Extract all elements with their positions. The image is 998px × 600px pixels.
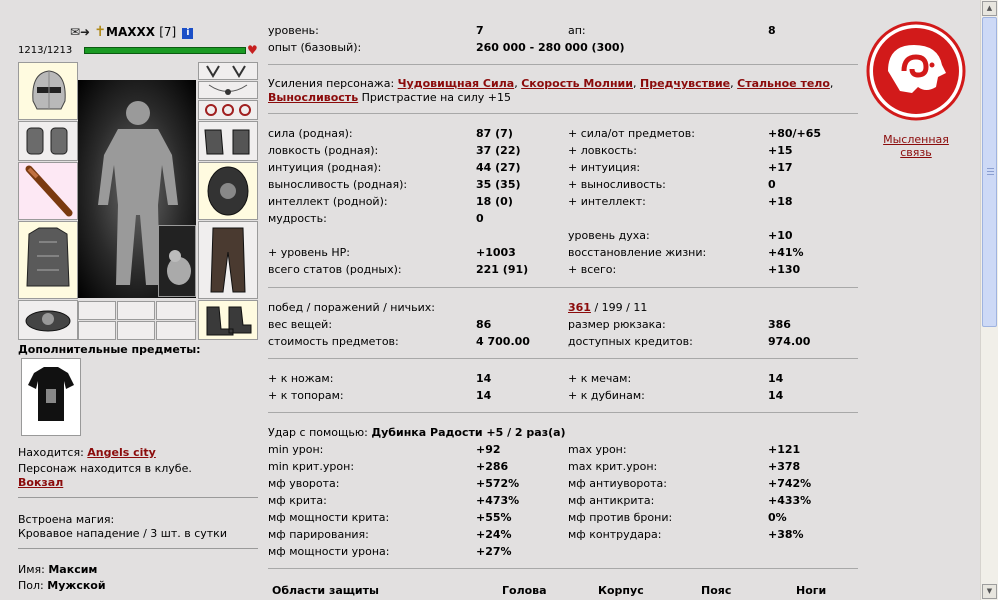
weight-row (268, 318, 863, 335)
stat-row (268, 195, 863, 212)
divider (268, 287, 858, 288)
stat-label: + всего: (568, 263, 617, 276)
stat-value: +572% (476, 477, 520, 490)
skill-row (268, 372, 863, 389)
stat-label: max крит.урон: (568, 460, 658, 473)
cost-value: 4 700.00 (476, 335, 530, 348)
armor-slot[interactable] (18, 221, 78, 299)
stat-label: + выносливость: (568, 178, 666, 191)
weapon-row (268, 426, 863, 443)
stat-value: +433% (768, 494, 812, 507)
shield-slot[interactable] (198, 162, 258, 220)
backpack-value: 386 (768, 318, 791, 331)
small-slot[interactable] (78, 321, 116, 340)
buff-link[interactable]: Выносливость (268, 91, 359, 104)
stat-label: мудрость: (268, 212, 327, 225)
bracers-icon (19, 122, 77, 160)
nick-level: [7] (159, 25, 177, 39)
divider (268, 358, 858, 359)
protection-title: Области защиты (272, 584, 379, 597)
location-label: Находится: (18, 446, 84, 459)
stat-label: мф контрудара: (568, 528, 662, 541)
losses-draws: / 199 / 11 (590, 301, 648, 314)
stat-label: выносливость (родная): (268, 178, 408, 191)
skill-row (268, 389, 863, 406)
stat-value: 87 (7) (476, 127, 513, 140)
stat-label: + сила/от предметов: (568, 127, 695, 140)
skill-value: 14 (476, 372, 492, 385)
stat-label: мф мощности урона: (268, 545, 390, 558)
stat-row (268, 127, 863, 144)
credits-value: 974.00 (768, 335, 811, 348)
vertical-scrollbar[interactable] (980, 0, 998, 600)
stat-value: 18 (0) (476, 195, 513, 208)
wins-row (268, 301, 863, 318)
magic-block (18, 513, 227, 541)
skill-label: + к дубинам: (568, 389, 645, 402)
buff-link[interactable]: Предчувствие (639, 77, 731, 90)
wins-value (568, 301, 647, 314)
weapon-label: Удар с помощью: (268, 426, 368, 439)
bracers-slot[interactable] (18, 121, 78, 161)
stat-row (268, 263, 863, 280)
belt-slot[interactable] (18, 300, 78, 340)
heart-icon: ♥ (247, 43, 258, 57)
stat-row (268, 161, 863, 178)
small-slot[interactable] (78, 301, 116, 320)
pants-icon (199, 222, 257, 298)
stat-label: всего статов (родных): (268, 263, 402, 276)
stat-value: +41% (768, 246, 804, 259)
protection-body: Корпус (598, 584, 644, 597)
stat-label: мф мощности крита: (268, 511, 390, 524)
extra-items-label: Дополнительные предметы: (18, 343, 201, 356)
stat-value: +55% (476, 511, 512, 524)
stat-label: интеллект (родной): (268, 195, 388, 208)
weight-label: вес вещей: (268, 318, 333, 331)
mental-link[interactable]: Мысленная связь (883, 133, 949, 159)
skill-label: + к топорам: (268, 389, 344, 402)
hp-text: 1213/1213 (18, 45, 73, 56)
weight-value: 86 (476, 318, 492, 331)
stat-label: min урон: (268, 443, 324, 456)
cost-label: стоимость предметов: (268, 335, 399, 348)
stat-value: 0 (768, 178, 776, 191)
stat-label: мф антикрита: (568, 494, 655, 507)
stat-value: +473% (476, 494, 520, 507)
stat-row (268, 528, 863, 545)
stat-value: +38% (768, 528, 804, 541)
name-value: Максим (48, 563, 98, 576)
stat-row (268, 246, 863, 263)
weapon-line (268, 426, 566, 439)
armor-icon (19, 222, 77, 298)
stat-value: +10 (768, 229, 793, 242)
stat-label: мф против брони: (568, 511, 673, 524)
pet-slot[interactable] (158, 225, 196, 297)
scroll-thumb[interactable] (982, 17, 997, 327)
stat-label: сила (родная): (268, 127, 353, 140)
stat-value: +15 (768, 144, 793, 157)
protection-head: Голова (502, 584, 547, 597)
weapon-slot[interactable] (18, 162, 78, 220)
stat-label: + уровень HP: (268, 246, 350, 259)
scroll-down-icon[interactable]: ▼ (982, 584, 997, 599)
small-slot[interactable] (117, 301, 155, 320)
boots-slot[interactable] (198, 300, 258, 340)
protection-belt: Пояс (701, 584, 732, 597)
small-slot[interactable] (156, 301, 196, 320)
stat-row (268, 460, 863, 477)
stat-value: +378 (768, 460, 801, 473)
skill-value: 14 (476, 389, 492, 402)
stat-value: +1003 (476, 246, 516, 259)
magic-label: Встроена магия: (18, 513, 115, 526)
stat-row (268, 212, 863, 229)
small-slot[interactable] (156, 321, 196, 340)
tshirt-icon (22, 359, 80, 435)
ap-value: 8 (768, 24, 776, 37)
club-place-link[interactable]: Вокзал (18, 476, 64, 489)
stat-value: 35 (35) (476, 178, 521, 191)
club-icon (19, 163, 77, 219)
exp-value: 260 000 - 280 000 (300) (476, 41, 625, 54)
skill-value: 14 (768, 389, 784, 402)
pants-slot[interactable] (198, 221, 258, 299)
gloves-slot[interactable] (198, 121, 258, 161)
helmet-icon (19, 63, 77, 119)
stat-value: +24% (476, 528, 512, 541)
stat-row (268, 494, 863, 511)
stat-value: 44 (27) (476, 161, 521, 174)
stat-label: max урон: (568, 443, 627, 456)
skill-value: 14 (768, 372, 784, 385)
stat-label: ловкость (родная): (268, 144, 379, 157)
helmet-slot[interactable] (18, 62, 78, 120)
earrings-icon (199, 63, 257, 79)
cross-icon: ✝ (94, 24, 107, 40)
stat-label: мф уворота: (268, 477, 340, 490)
exp-label: опыт (базовый): (268, 41, 362, 54)
gloves-icon (199, 122, 257, 160)
club-text: Персонаж находится в клубе. (18, 462, 192, 475)
stat-row (268, 443, 863, 460)
stat-value: +92 (476, 443, 501, 456)
buff-link[interactable]: Стальное тело (737, 77, 830, 90)
protection-legs: Ноги (796, 584, 827, 597)
stat-value: 0 (476, 212, 484, 225)
stat-value: +121 (768, 443, 801, 456)
buffs-label: Усиления персонажа: (268, 77, 395, 90)
stat-value: +130 (768, 263, 801, 276)
stat-label: мф крита: (268, 494, 327, 507)
stat-row (268, 511, 863, 528)
credits-label: доступных кредитов: (568, 335, 693, 348)
addiction-text: Пристрастие на силу +15 (361, 91, 511, 104)
stat-row (268, 144, 863, 161)
gender-label: Пол: (18, 579, 44, 592)
skill-label: + к мечам: (568, 372, 632, 385)
transfer-icon[interactable]: ✉➜ (70, 25, 91, 39)
location-line (18, 446, 156, 459)
ap-label: ап: (568, 24, 586, 37)
small-slot[interactable] (117, 321, 155, 340)
club-block (18, 462, 192, 490)
nick-row (70, 24, 193, 40)
buff-link[interactable]: Скорость Молнии (521, 77, 633, 90)
earrings-slot[interactable] (198, 62, 258, 80)
level-label: уровень: (268, 24, 319, 37)
stat-row (268, 229, 863, 246)
stat-value: +80/+65 (768, 127, 822, 140)
location-link[interactable]: Angels city (87, 446, 156, 459)
stat-value: 37 (22) (476, 144, 521, 157)
wins-label: побед / поражений / ничьих: (268, 301, 435, 314)
divider (18, 497, 258, 498)
stat-row (268, 178, 863, 195)
wins-link[interactable]: 361 (568, 301, 591, 314)
buffs-block: Усиления персонажа: Чудовищная Сила, Скорость Молнии, Предчувствие, Стальное тело, Выносливость Пристрастие на силу +15 (268, 77, 834, 104)
amulet-slot[interactable] (198, 81, 258, 99)
stat-row (268, 545, 863, 562)
stat-label: + интуиция: (568, 161, 641, 174)
stat-label: восстановление жизни: (568, 246, 707, 259)
divider (18, 548, 258, 549)
backpack-label: размер рюкзака: (568, 318, 666, 331)
stat-label: интуиция (родная): (268, 161, 382, 174)
stat-label: min крит.урон: (268, 460, 355, 473)
stat-label: мф антиуворота: (568, 477, 667, 490)
level-value: 7 (476, 24, 484, 37)
stat-label: мф парирования: (268, 528, 369, 541)
stat-value: +27% (476, 545, 512, 558)
divider (268, 113, 858, 114)
stat-value: +742% (768, 477, 812, 490)
weapon-value: Дубинка Радости +5 / 2 раз(а) (371, 426, 566, 439)
cost-row (268, 335, 863, 352)
rings-slot[interactable] (198, 100, 258, 120)
stat-value: +286 (476, 460, 509, 473)
stat-label: + интеллект: (568, 195, 646, 208)
magic-value: Кровавое нападение / 3 шт. в сутки (18, 527, 227, 540)
exp-row (268, 41, 863, 58)
rings-icon (199, 101, 257, 119)
stat-value: +17 (768, 161, 793, 174)
level-row (268, 24, 863, 41)
gender-value: Мужской (47, 579, 106, 592)
nick: MAXXX (106, 25, 156, 39)
belt-icon (19, 301, 77, 339)
divider (268, 412, 858, 413)
scroll-up-icon[interactable]: ▲ (982, 1, 997, 16)
boots-icon (199, 301, 257, 339)
ram-emblem-icon[interactable] (866, 21, 966, 121)
skill-label: + к ножам: (268, 372, 334, 385)
name-block (18, 562, 106, 594)
buff-link[interactable]: Чудовищная Сила (397, 77, 515, 90)
stat-row (268, 477, 863, 494)
stat-value: 221 (91) (476, 263, 529, 276)
hp-bar (84, 47, 246, 54)
stat-label: + ловкость: (568, 144, 637, 157)
amulet-icon (199, 82, 257, 98)
name-label: Имя: (18, 563, 45, 576)
stat-label: уровень духа: (568, 229, 650, 242)
pet-icon (159, 226, 195, 296)
info-icon[interactable]: i (182, 28, 193, 39)
divider (268, 568, 858, 569)
stat-value: +18 (768, 195, 793, 208)
tshirt-slot[interactable] (21, 358, 81, 436)
divider (268, 64, 858, 65)
shield-icon (199, 163, 257, 219)
stat-value: 0% (768, 511, 787, 524)
